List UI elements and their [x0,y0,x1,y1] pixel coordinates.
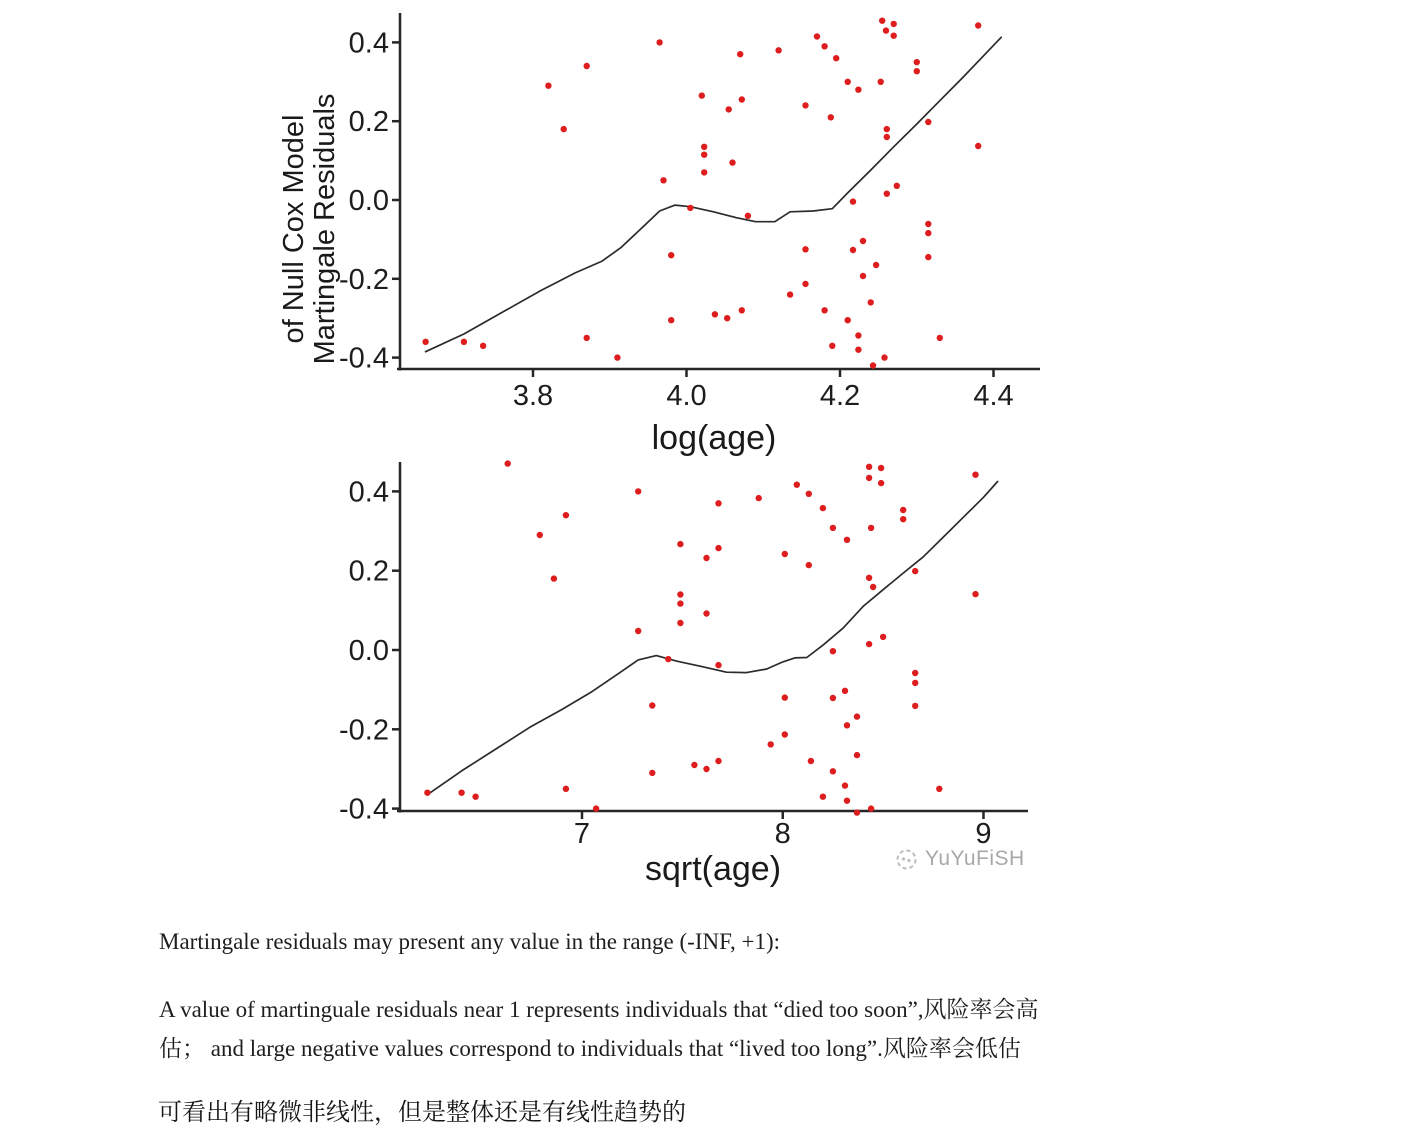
data-point [845,317,851,323]
data-point [912,670,918,676]
data-point [668,317,674,323]
watermark-logo-icon [895,848,918,871]
smoother-line [426,37,1002,351]
smoother-line [427,482,997,795]
data-point [677,541,683,547]
data-point [884,126,890,132]
x-tick-label: 9 [975,818,992,850]
data-point [703,766,709,772]
data-point [739,96,745,102]
data-point [563,512,569,518]
watermark-text: YuYuFiSH [925,847,1025,870]
data-point [900,516,906,522]
data-point [687,205,693,211]
data-point [866,464,872,470]
data-point [821,307,827,313]
data-point [866,475,872,481]
data-point [701,144,707,150]
data-point [855,332,861,338]
data-point [830,648,836,654]
data-point [881,354,887,360]
data-point [883,27,889,33]
y-tick-label: 0.0 [348,635,389,667]
data-point [802,281,808,287]
data-point [424,790,430,796]
x-tick-label: 7 [573,818,591,850]
data-point [703,610,709,616]
data-point [842,688,848,694]
data-point [756,495,762,501]
data-point [472,794,478,800]
data-point [794,482,800,488]
data-point [878,480,884,486]
data-point [715,545,721,551]
data-point [850,198,856,204]
data-point [461,339,467,345]
data-point [668,252,674,258]
data-point [820,505,826,511]
data-point [561,126,567,132]
data-point [884,191,890,197]
data-point [878,79,884,85]
data-point [855,347,861,353]
data-point [866,575,872,581]
data-point [821,43,827,49]
y-tick-label: 0.0 [348,185,389,217]
data-point [726,106,732,112]
data-point [703,555,709,561]
data-point [715,500,721,506]
data-point [912,680,918,686]
paragraph-range-statement: Martingale residuals may present any value in the range (-INF, +1): [159,929,781,954]
data-point [873,262,879,268]
y-tick-label: 0.4 [348,476,389,509]
data-point [665,656,671,662]
scatter-points [422,18,981,369]
data-point [715,758,721,764]
data-point [870,362,876,368]
data-point [737,51,743,57]
data-point [701,169,707,175]
y-tick-label: 0.4 [348,27,389,60]
data-point [635,488,641,494]
x-tick-label: 4.0 [666,380,707,412]
data-point [677,600,683,606]
data-point [649,770,655,776]
data-point [584,63,590,69]
data-point [715,662,721,668]
y-axis-label-line: Martingale Residuals [309,93,341,365]
y-tick-label: -0.2 [339,263,389,296]
data-point [782,694,788,700]
data-point [850,247,856,253]
data-point [551,575,557,581]
data-point [480,343,486,349]
x-axis-label: log(age) [651,419,777,457]
data-point [868,525,874,531]
data-point [712,311,718,317]
x-tick-label: 4.2 [819,380,861,412]
data-point [701,152,707,158]
data-point [782,551,788,557]
data-point [614,354,620,360]
data-point [833,55,839,61]
data-point [739,307,745,313]
data-point [868,805,874,811]
data-point [660,177,666,183]
data-point [677,591,683,597]
data-point [975,22,981,28]
y-tick-label: -0.4 [339,793,389,826]
data-point [677,620,683,626]
data-point [884,134,890,140]
data-point [894,183,900,189]
data-point [842,782,848,788]
data-point [891,33,897,39]
x-tick-label: 4.4 [973,380,1014,412]
data-point [844,722,850,728]
data-point [860,238,866,244]
data-point [891,21,897,27]
data-point [925,230,931,236]
x-axis-label: sqrt(age) [644,850,782,888]
data-point [830,525,836,531]
data-point [814,33,820,39]
data-point [925,221,931,227]
y-tick-label: 0.2 [348,555,389,588]
y-tick-label: -0.4 [339,342,389,375]
data-point [914,59,920,65]
data-point [830,695,836,701]
data-point [878,465,884,471]
sqrt-age-chart [339,460,1028,888]
data-point [900,507,906,513]
data-point [845,79,851,85]
x-tick-label: 3.8 [512,380,554,412]
data-point [937,335,943,341]
data-point [868,299,874,305]
data-point [775,47,781,53]
data-point [729,159,735,165]
data-point [860,273,866,279]
y-tick-label: -0.2 [339,714,389,747]
data-point [656,39,662,45]
watermark [895,847,1025,871]
data-point [925,254,931,260]
data-point [649,702,655,708]
data-point [866,641,872,647]
data-point [808,758,814,764]
data-point [505,460,511,466]
data-point [458,790,464,796]
data-point [802,102,808,108]
scatter-points [424,460,979,815]
data-point [855,87,861,93]
data-point [584,335,590,341]
data-point [806,562,812,568]
data-point [914,68,920,74]
axes [339,462,1028,850]
data-point [844,537,850,543]
data-point [912,703,918,709]
data-point [745,213,751,219]
data-point [829,343,835,349]
data-point [820,794,826,800]
x-tick-label: 8 [774,818,791,850]
data-point [782,731,788,737]
data-point [844,798,850,804]
data-point [975,143,981,149]
paragraph-conclusion-chinese: 可看出有略微非线性，但是整体还是有线性趋势的 [158,1099,686,1126]
log-age-chart [278,13,1040,457]
data-point [912,568,918,574]
data-point [854,713,860,719]
data-point [936,786,942,792]
data-point [870,584,876,590]
data-point [854,809,860,815]
data-point [972,591,978,597]
y-tick-label: 0.2 [348,106,389,139]
paragraph-interpretation-line1: A value of martinguale residuals near 1 represents individuals that “died too soon”,风险率会高 [159,997,1039,1022]
paragraph-interpretation-line2: 估； and large negative values correspond to individuals that “lived too long”.风险率会低估 [159,1036,1021,1061]
y-axis-label-line: of Null Cox Model [278,114,310,344]
data-point [806,491,812,497]
axes [339,13,1040,412]
data-point [854,752,860,758]
data-point [422,339,428,345]
data-point [691,762,697,768]
data-point [972,472,978,478]
data-point [537,532,543,538]
data-point [830,768,836,774]
data-point [593,805,599,811]
data-point [925,119,931,125]
data-point [635,628,641,634]
data-point [880,634,886,640]
data-point [828,114,834,120]
data-point [563,786,569,792]
data-point [545,83,551,89]
data-point [724,315,730,321]
data-point [802,246,808,252]
data-point [768,741,774,747]
data-point [787,291,793,297]
data-point [699,92,705,98]
data-point [879,18,885,24]
